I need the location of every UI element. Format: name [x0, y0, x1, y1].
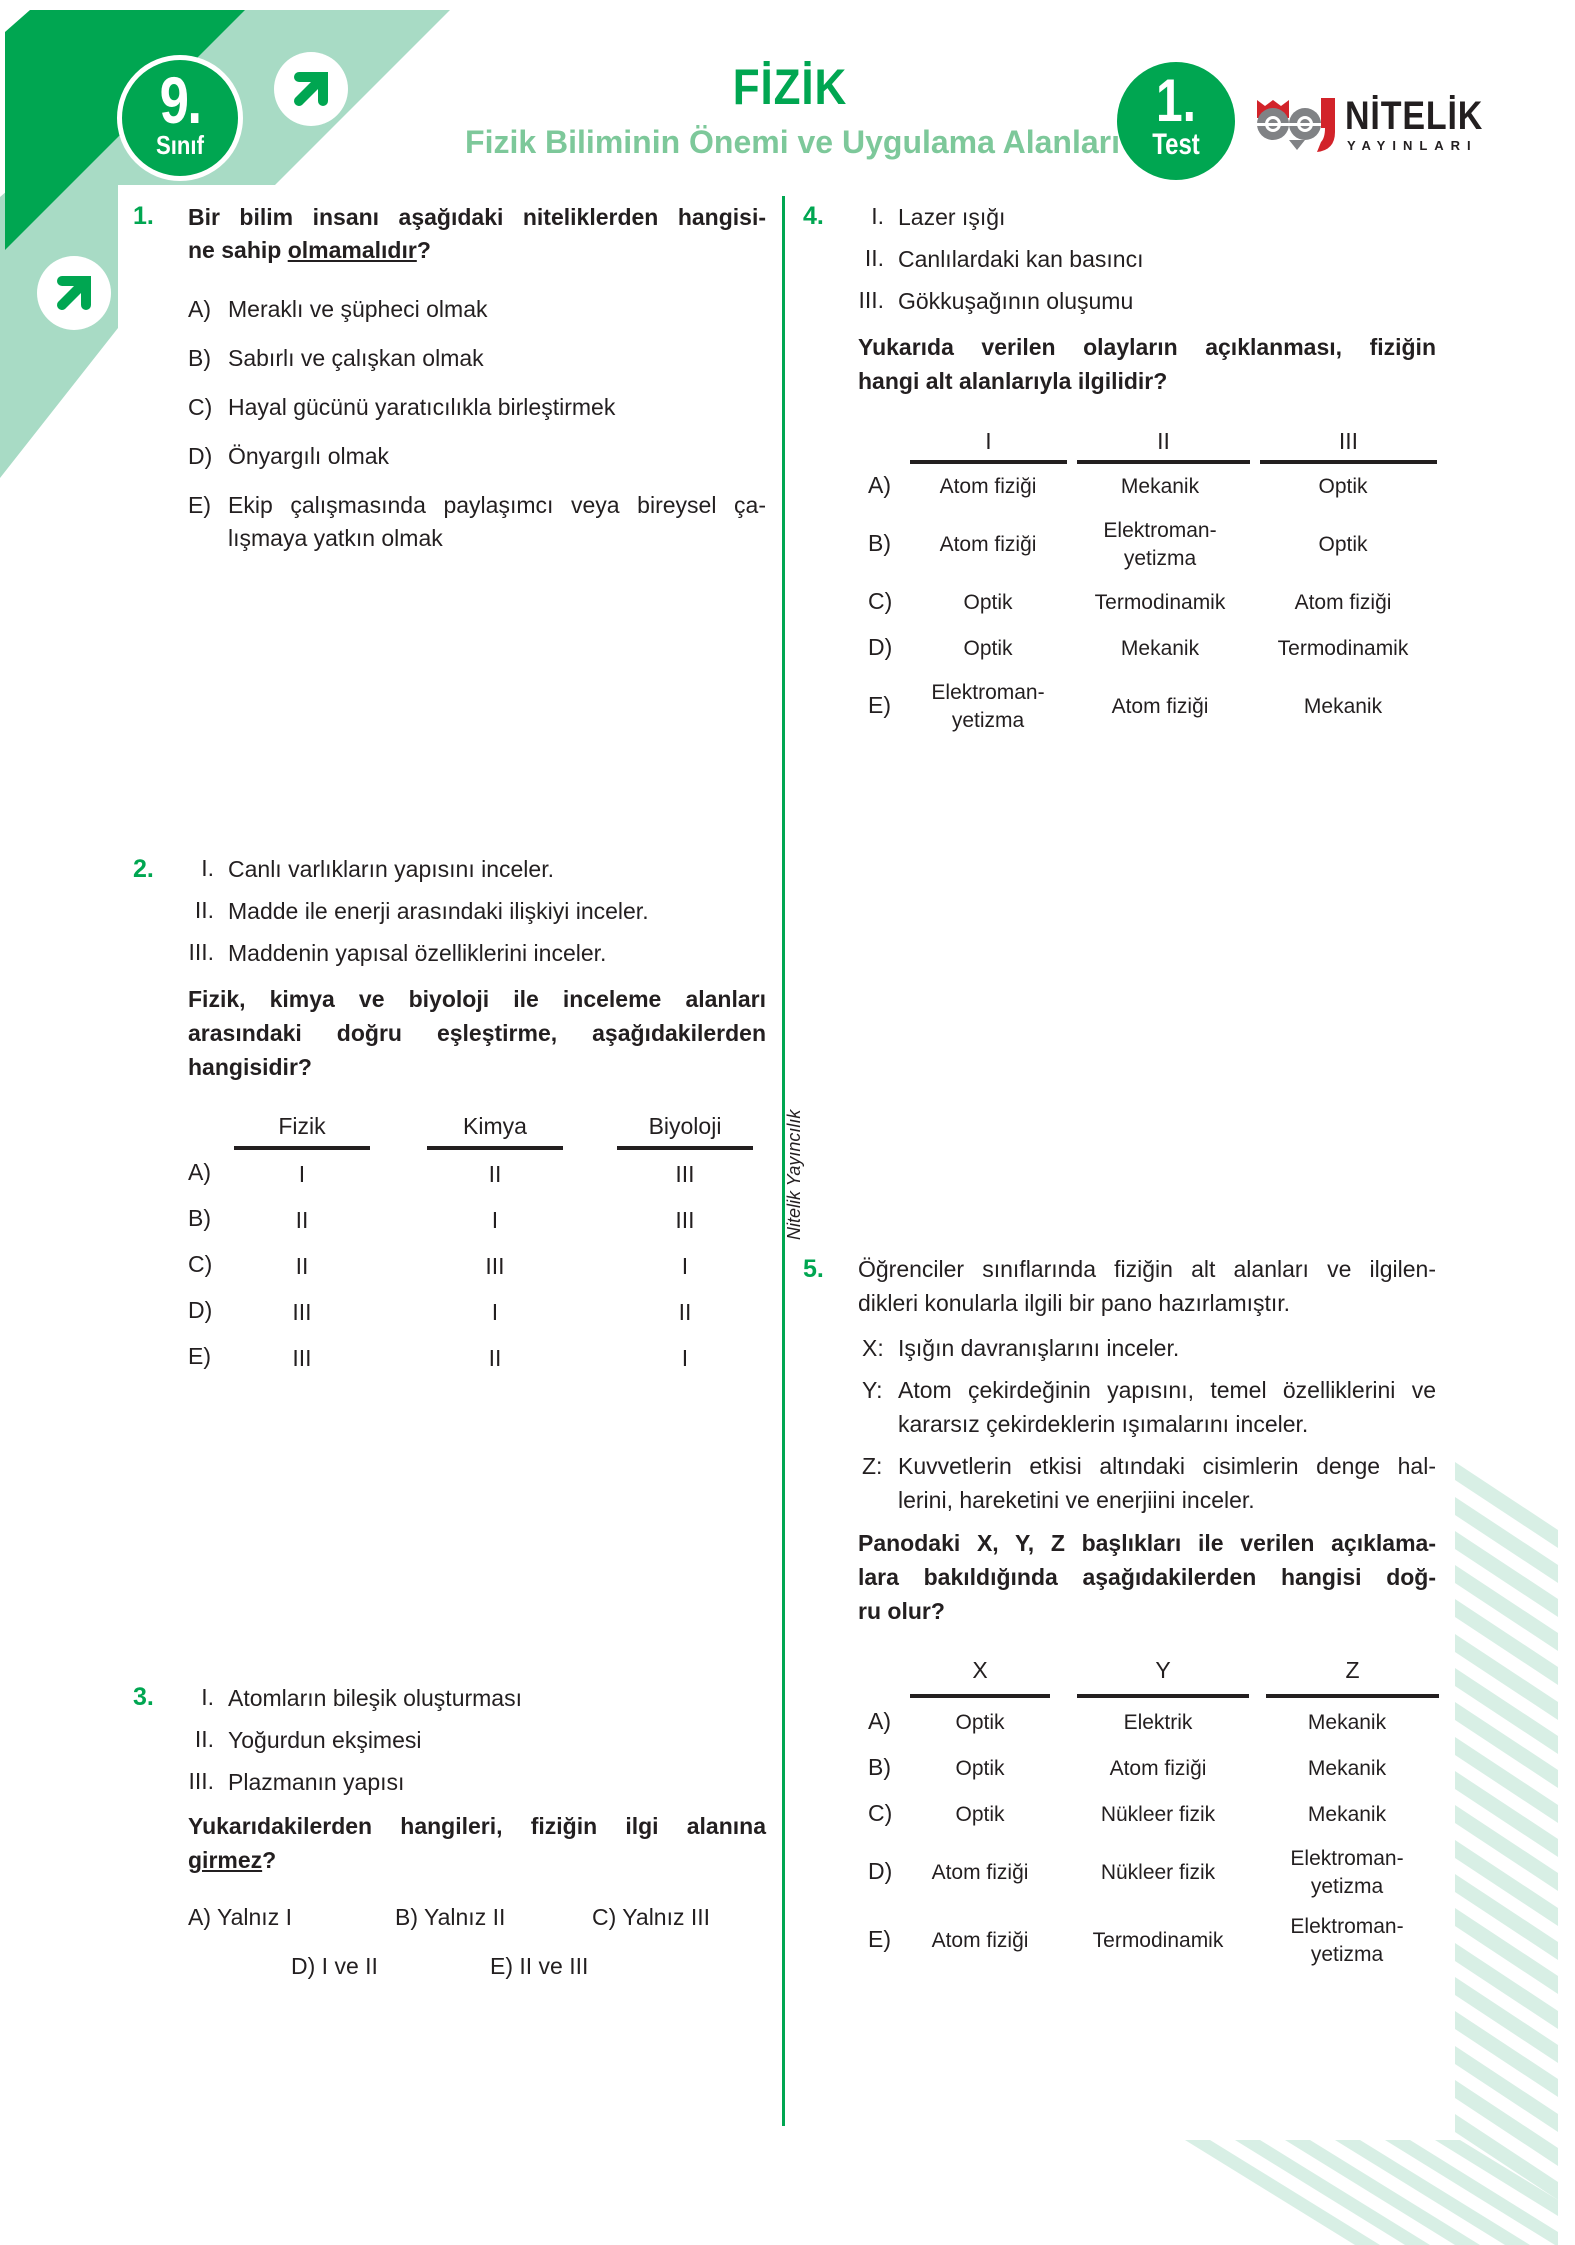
- table-cell: Elektroman- yetizma: [931, 681, 1045, 732]
- item-text: kararsız çekirdeklerin ışımalarını inceler.: [898, 1411, 1309, 1437]
- table-cell: Optik: [955, 1711, 1005, 1734]
- option-c[interactable]: C): [868, 588, 893, 614]
- statement-num: III.: [188, 1768, 214, 1794]
- grade-badge: [117, 55, 243, 181]
- column-header: X: [972, 1657, 988, 1683]
- grade-label: Sınıf: [156, 130, 204, 160]
- option-a[interactable]: A) Yalnız I: [188, 1904, 292, 1930]
- statement-text: Canlılardaki kan basıncı: [898, 246, 1144, 272]
- option-b[interactable]: B): [868, 1754, 891, 1780]
- item-text: Işığın davranışlarını inceler.: [898, 1335, 1180, 1361]
- question-stem: hangisidir?: [188, 1054, 312, 1080]
- table-cell: Termodinamik: [1092, 1929, 1224, 1952]
- statement-text: Lazer ışığı: [898, 204, 1006, 230]
- item-text: Atom çekirdeğinin yapısını, temel özelliklerini ve: [898, 1377, 1436, 1403]
- column-header: Z: [1345, 1657, 1360, 1683]
- option-c[interactable]: C): [188, 394, 213, 420]
- table-cell: Elektroman- yetizma: [1103, 519, 1217, 570]
- question-intro: Öğrenciler sınıflarında fiziğin alt alanları ve ilgilen-: [858, 1256, 1436, 1282]
- table-cell: Mekanik: [1120, 637, 1200, 660]
- table-cell: III: [292, 1299, 312, 1325]
- statement-text: Madde ile enerji arasındaki ilişkiyi inceler.: [228, 898, 649, 924]
- column-rule: [1260, 460, 1437, 464]
- question-stem: girmez?: [188, 1847, 277, 1873]
- column-rule: [617, 1146, 753, 1150]
- option-a[interactable]: A): [868, 1708, 891, 1734]
- column-rule: [1077, 460, 1250, 464]
- test-number: 1.: [1155, 67, 1197, 134]
- table-cell: Atom fiziği: [1111, 695, 1209, 718]
- option-a[interactable]: A): [868, 472, 891, 498]
- subject-title: FİZİK: [732, 59, 848, 115]
- publisher-logo: [1255, 92, 1484, 156]
- column-header: Kimya: [463, 1113, 527, 1139]
- question-number: 1.: [133, 202, 154, 230]
- option-e[interactable]: E) II ve III: [490, 1953, 589, 1979]
- table-cell: I: [298, 1161, 306, 1187]
- question-stem: Fizik, kimya ve biyoloji ile inceleme alanları: [188, 986, 766, 1012]
- test-badge: [1117, 62, 1235, 180]
- question-number: 3.: [133, 1683, 154, 1711]
- table-cell: III: [485, 1253, 505, 1279]
- table-cell: Optik: [1318, 533, 1368, 556]
- statement-text: Gökkuşağının oluşumu: [898, 288, 1134, 314]
- option-c[interactable]: C): [868, 1800, 893, 1826]
- option-a[interactable]: A): [188, 1159, 211, 1185]
- statement-num: II.: [864, 245, 884, 271]
- question-stem: lara bakıldığında aşağıdakilerden hangisi doğ-: [858, 1564, 1436, 1590]
- question-stem: ru olur?: [858, 1598, 945, 1624]
- option-d[interactable]: D): [188, 1297, 213, 1323]
- table-cell: Optik: [1318, 475, 1368, 498]
- column-rule: [910, 460, 1067, 464]
- table-cell: II: [488, 1161, 502, 1187]
- grade-number: 9.: [159, 63, 201, 137]
- statement-text: Yoğurdun ekşimesi: [228, 1727, 422, 1753]
- table-cell: Atom fiziği: [939, 475, 1037, 498]
- column-header: Biyoloji: [648, 1113, 722, 1139]
- option-d[interactable]: D): [868, 1858, 893, 1884]
- table-cell: Mekanik: [1303, 695, 1383, 718]
- stem-emphasis: olmamalıdır: [287, 237, 417, 263]
- table-cell: Elektrik: [1123, 1711, 1193, 1734]
- side-brand: Nitelik Yayıncılık: [784, 1109, 804, 1240]
- option-e[interactable]: E): [868, 692, 891, 718]
- question-stem: Yukarıdakilerden hangileri, fiziğin ilgi alanına: [188, 1813, 766, 1839]
- item-text: Kuvvetlerin etkisi altındaki cisimlerin denge hal-: [898, 1453, 1436, 1479]
- topic-title: Fizik Biliminin Önemi ve Uygulama Alanları: [465, 124, 1120, 160]
- option-b[interactable]: B): [188, 345, 211, 371]
- table-cell: Atom fiziği: [1294, 591, 1392, 614]
- question-stem: Panodaki X, Y, Z başlıkları ile verilen açıklama-: [858, 1530, 1436, 1556]
- owl-logo-icon: [1255, 92, 1339, 156]
- question-stem: Bir bilim insanı aşağıdaki niteliklerden hangisi-: [188, 204, 766, 230]
- option-a-text: Meraklı ve şüpheci olmak: [228, 296, 488, 322]
- table-cell: Atom fiziği: [1109, 1757, 1207, 1780]
- question-stem: hangi alt alanlarıyla ilgilidir?: [858, 368, 1168, 394]
- item-text: lerini, hareketini ve enerjiini inceler.: [898, 1487, 1255, 1513]
- table-cell: Mekanik: [1307, 1711, 1387, 1734]
- item-key: X:: [862, 1335, 884, 1361]
- column-header: II: [1157, 428, 1170, 454]
- statement-num: I.: [871, 203, 884, 229]
- test-label: Test: [1152, 128, 1200, 161]
- stem-emphasis: girmez: [188, 1847, 263, 1873]
- column-header: III: [1338, 428, 1359, 454]
- option-d[interactable]: D): [188, 443, 213, 469]
- option-b[interactable]: B): [188, 1205, 211, 1231]
- publisher-name: NİTELİK: [1345, 94, 1484, 138]
- table-cell: III: [675, 1161, 695, 1187]
- question-number: 2.: [133, 855, 154, 883]
- table-cell: II: [295, 1207, 309, 1233]
- item-key: Z:: [862, 1453, 883, 1479]
- option-e-text: lışmaya yatkın olmak: [228, 525, 443, 551]
- option-e[interactable]: E): [188, 492, 211, 518]
- option-b[interactable]: B) Yalnız II: [395, 1904, 506, 1930]
- option-d-text: Önyargılı olmak: [228, 443, 390, 469]
- option-b-text: Sabırlı ve çalışkan olmak: [228, 345, 484, 371]
- table-cell: Optik: [955, 1803, 1005, 1826]
- table-cell: Atom fiziği: [931, 1861, 1029, 1884]
- statement-text: Maddenin yapısal özelliklerini inceler.: [228, 940, 607, 966]
- table-cell: Mekanik: [1307, 1803, 1387, 1826]
- option-c[interactable]: C) Yalnız III: [592, 1904, 711, 1930]
- table-cell: Termodinamik: [1277, 637, 1409, 660]
- arrow-up-right-icon: [274, 52, 348, 126]
- question-stem: arasındaki doğru eşleştirme, aşağıdakilerden: [188, 1020, 766, 1046]
- option-d[interactable]: D): [868, 634, 893, 660]
- column-header: I: [985, 428, 992, 454]
- statement-text: Atomların bileşik oluşturması: [228, 1685, 522, 1711]
- publisher-sub: YAYINLARI: [1347, 138, 1478, 153]
- table-cell: II: [295, 1253, 309, 1279]
- table-cell: I: [681, 1345, 689, 1371]
- option-e-text: Ekip çalışmasında paylaşımcı veya bireysel ça-: [228, 492, 766, 518]
- option-d[interactable]: D) I ve II: [291, 1953, 378, 1979]
- column-rule: [234, 1146, 370, 1150]
- table-cell: Mekanik: [1307, 1757, 1387, 1780]
- statement-text: Canlı varlıkların yapısını inceler.: [228, 856, 554, 882]
- option-a[interactable]: A): [188, 296, 211, 322]
- column-header: Fizik: [278, 1113, 326, 1139]
- table-cell: Mekanik: [1120, 475, 1200, 498]
- table-cell: Optik: [955, 1757, 1005, 1780]
- statement-num: II.: [194, 1726, 214, 1752]
- table-cell: Atom fiziği: [939, 533, 1037, 556]
- table-cell: Nükleer fizik: [1100, 1803, 1216, 1826]
- table-cell: III: [675, 1207, 695, 1233]
- option-e[interactable]: E): [868, 1926, 891, 1952]
- table-cell: Elektroman- yetizma: [1290, 1915, 1404, 1966]
- table-cell: Nükleer fizik: [1100, 1861, 1216, 1884]
- statement-num: III.: [858, 287, 884, 313]
- option-e[interactable]: E): [188, 1343, 211, 1369]
- question-number: 5.: [803, 1255, 824, 1283]
- table-cell: Optik: [963, 637, 1013, 660]
- option-c[interactable]: C): [188, 1251, 213, 1277]
- table-cell: Optik: [963, 591, 1013, 614]
- statement-num: I.: [201, 855, 214, 881]
- option-b[interactable]: B): [868, 530, 891, 556]
- table-cell: III: [292, 1345, 312, 1371]
- question-stem: Yukarıda verilen olayların açıklanması, fiziğin: [858, 334, 1436, 360]
- option-c-text: Hayal gücünü yaratıcılıkla birleştirmek: [228, 394, 616, 420]
- statement-num: II.: [194, 897, 214, 923]
- table-cell: Elektroman- yetizma: [1290, 1847, 1404, 1898]
- column-rule: [910, 1694, 1050, 1698]
- item-key: Y:: [862, 1377, 883, 1403]
- table-cell: II: [488, 1345, 502, 1371]
- column-rule: [1266, 1694, 1439, 1698]
- question-stem: ne sahip olmamalıdır?: [188, 237, 431, 263]
- question-intro: dikleri konularla ilgili bir pano hazırlamıştır.: [858, 1290, 1291, 1316]
- table-cell: I: [491, 1299, 499, 1325]
- table-cell: Atom fiziği: [931, 1929, 1029, 1952]
- arrow-up-right-icon: [37, 256, 111, 330]
- question-number: 4.: [803, 202, 824, 230]
- statement-num: III.: [188, 939, 214, 965]
- column-rule: [427, 1146, 563, 1150]
- column-rule: [1077, 1694, 1249, 1698]
- table-cell: II: [678, 1299, 692, 1325]
- table-cell: I: [681, 1253, 689, 1279]
- table-cell: Termodinamik: [1094, 591, 1226, 614]
- statement-text: Plazmanın yapısı: [228, 1769, 405, 1795]
- column-header: Y: [1155, 1657, 1171, 1683]
- statement-num: I.: [201, 1684, 214, 1710]
- table-cell: I: [491, 1207, 499, 1233]
